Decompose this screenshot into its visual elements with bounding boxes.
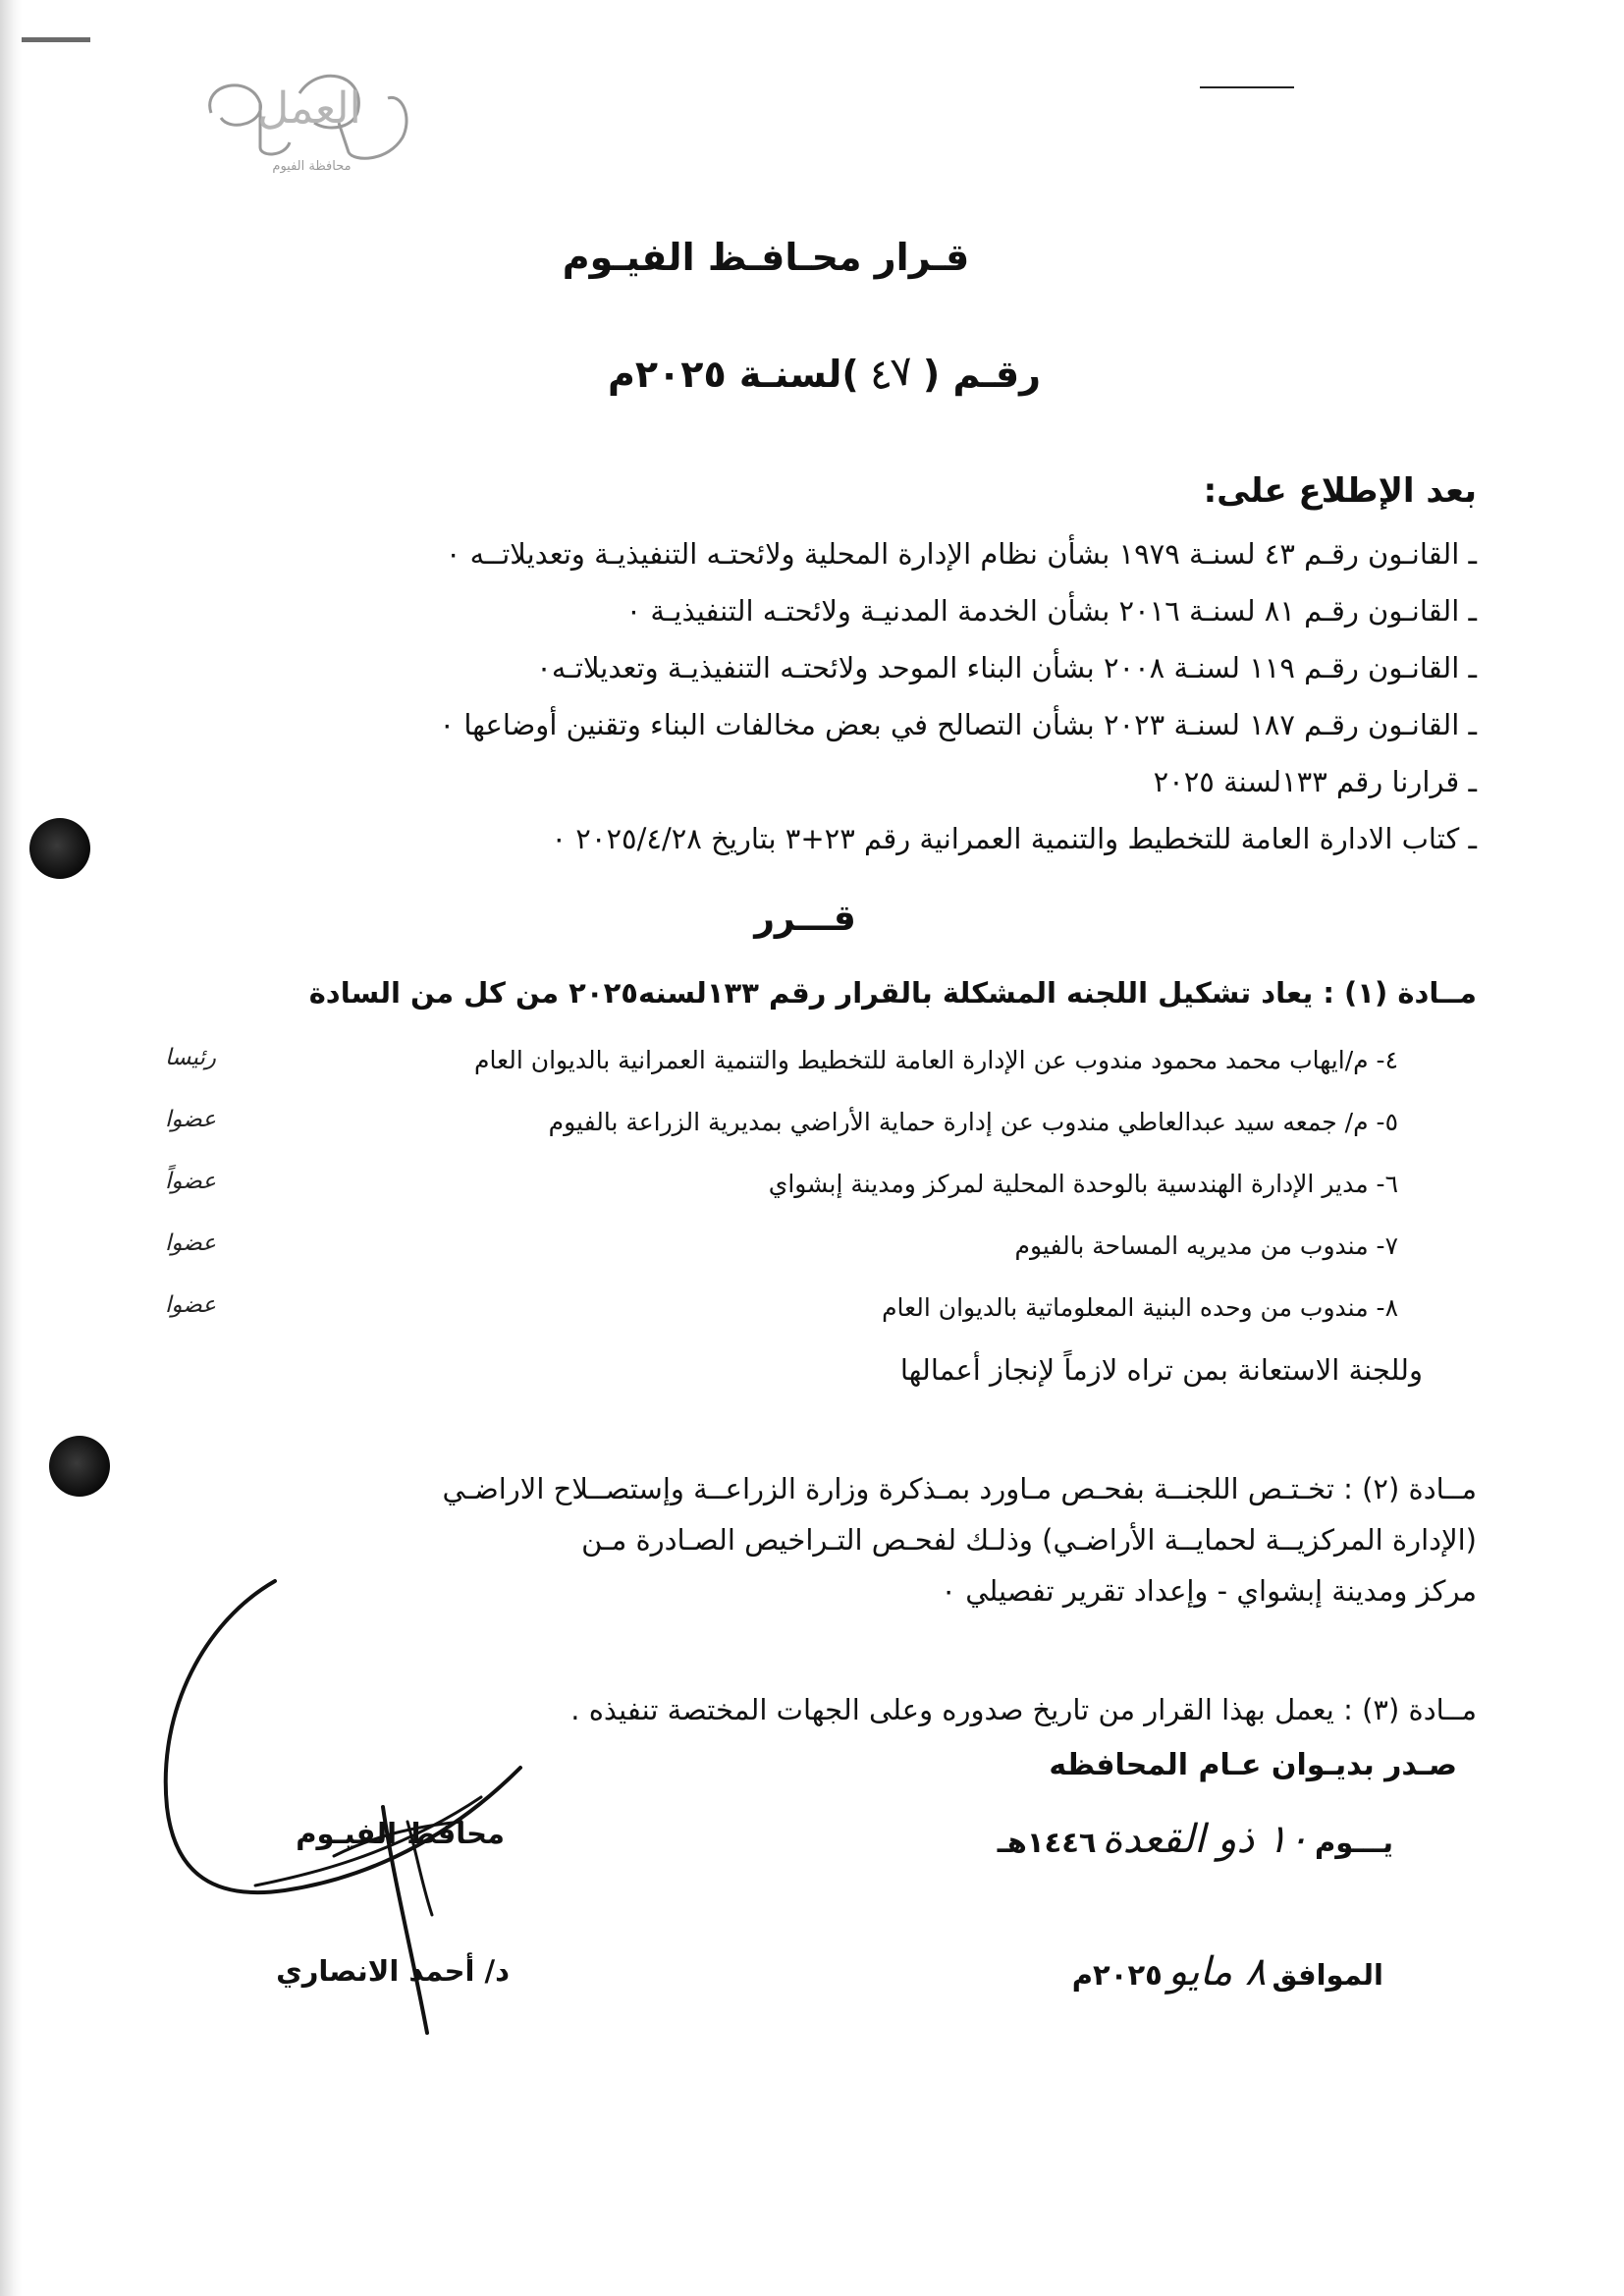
article-1: مــادة (١) : يعاد تشكيل اللجنه المشكلة بالقرار رقم ١٣٣لسنه٢٠٢٥ من كل من السادة: [308, 976, 1477, 1010]
punch-hole-bottom: [49, 1436, 110, 1497]
member-row: [132, 1284, 1398, 1345]
decision-number: [530, 346, 1041, 400]
article-2-line: مــادة (٢) : تخـتـص اللجنــة بفحـص مـاورد بمـذكرة وزارة الزراعــة وإستصــلاح الاراضـي: [442, 1472, 1477, 1505]
member-role: عضوا: [165, 1230, 216, 1256]
member-desc: ٤- م/ايهاب محمد محمود مندوب عن الإدارة العامة للتخطيط والتنمية العمرانية بالديوان العام: [474, 1046, 1398, 1074]
top-mark-line: [1200, 86, 1294, 88]
member-role: عضوا: [165, 1292, 216, 1318]
committee-members: [132, 1036, 1398, 1345]
committee-helper-note: وللجنة الاستعانة بمن تراه لازماً لإنجاز أعمالها: [899, 1353, 1423, 1387]
hijri-handwritten: ١٠ ذو القعدة: [1102, 1817, 1309, 1862]
member-row: [132, 1222, 1398, 1284]
article-2-line: مركز ومدينة إبشواي - وإعداد تقرير تفصيلي ٠: [941, 1574, 1477, 1608]
member-desc: ٧- مندوب من مديريه المساحة بالفيوم: [1014, 1231, 1398, 1260]
number-suffix: )لسنـة ٢٠٢٥م: [608, 353, 859, 396]
member-role: رئيسا: [165, 1045, 216, 1070]
logo-text: العمل: [257, 83, 361, 134]
governor-title: محافظ الفيـوم: [296, 1817, 505, 1850]
member-role: عضوا: [165, 1107, 216, 1132]
scan-top-mark: [22, 37, 90, 42]
hijri-prefix: يـــوم: [1314, 1826, 1393, 1859]
greg-handwritten: ٨ مايو: [1167, 1949, 1267, 1995]
reference-item: ـ قرارنا رقم ١٣٣لسنة ٢٠٢٥: [1153, 765, 1477, 798]
greg-suffix: ٢٠٢٥م: [1071, 1958, 1163, 1992]
reference-item: ـ كتاب الادارة العامة للتخطيط والتنمية العمرانية رقم ٢٣+٣ بتاريخ ٢٠٢٥/٤/٢٨ ٠: [551, 822, 1477, 855]
issued-at: صـدر بديـوان عـام المحافظه: [1049, 1748, 1457, 1782]
gregorian-date: [1072, 1949, 1383, 1995]
reference-item: ـ القانـون رقـم ١٨٧ لسنـة ٢٠٢٣ بشأن التصالح في بعض مخالفات البناء وتقنين أوضاعها ٠: [439, 708, 1477, 741]
member-row: [132, 1036, 1398, 1098]
member-desc: ٥- م/ جمعه سيد عبدالعاطي مندوب عن إدارة حماية الأراضي بمديرية الزراعة بالفيوم: [548, 1108, 1398, 1136]
governor-name: د/ أحمد الانصاري: [276, 1954, 510, 1988]
hijri-date: [998, 1817, 1393, 1862]
member-desc: ٨- مندوب من وحده البنية المعلوماتية بالديوان العام: [882, 1293, 1398, 1322]
reference-item: ـ القانـون رقـم ١١٩ لسنـة ٢٠٠٨ بشأن البناء الموحد ولائحتـه التنفيذيـة وتعديلاتـه٠: [536, 651, 1477, 684]
decision-title: قـرار محـافـظ الفيـوم: [562, 236, 970, 279]
greg-prefix: الموافق: [1272, 1958, 1383, 1992]
logo-subtext: محافظة الفيوم: [272, 159, 352, 174]
member-role: عضواً: [165, 1169, 216, 1194]
governor-signature: [147, 1561, 560, 2052]
article-3: مــادة (٣) : يعمل بهذا القرار من تاريخ صدوره وعلى الجهات المختصة تنفيذه .: [570, 1693, 1477, 1726]
hijri-suffix: ١٤٤٦هـ: [997, 1826, 1097, 1859]
member-row: [132, 1098, 1398, 1160]
article-2-line: (الإدارة المركزيــة لحمايــة الأراضـي) وذلـك لفحـص التـراخيص الصـادرة مـن: [581, 1523, 1477, 1557]
number-prefix: رقـم (: [922, 353, 1041, 396]
reference-item: ـ القانـون رقـم ٨١ لسنـة ٢٠١٦ بشأن الخدمة المدنيـة ولائحتـه التنفيذيـة ٠: [625, 594, 1477, 628]
scan-edge-shadow: [0, 0, 22, 2296]
references-list: [298, 525, 1477, 867]
decision-heading: قـــرر: [754, 899, 856, 939]
member-row: [132, 1160, 1398, 1222]
number-handwritten: ٤٧: [865, 346, 917, 400]
references-heading: بعد الإطلاع على:: [1203, 471, 1477, 511]
reference-item: ـ القانـون رقـم ٤٣ لسنـة ١٩٧٩ بشأن نظام الإدارة المحلية ولائحتـه التنفيذيـة وتعديلاتــه ٠: [445, 537, 1477, 571]
member-desc: ٦- مدير الإدارة الهندسية بالوحدة المحلية لمركز ومدينة إبشواي: [768, 1170, 1398, 1198]
punch-hole-top: [29, 818, 90, 879]
